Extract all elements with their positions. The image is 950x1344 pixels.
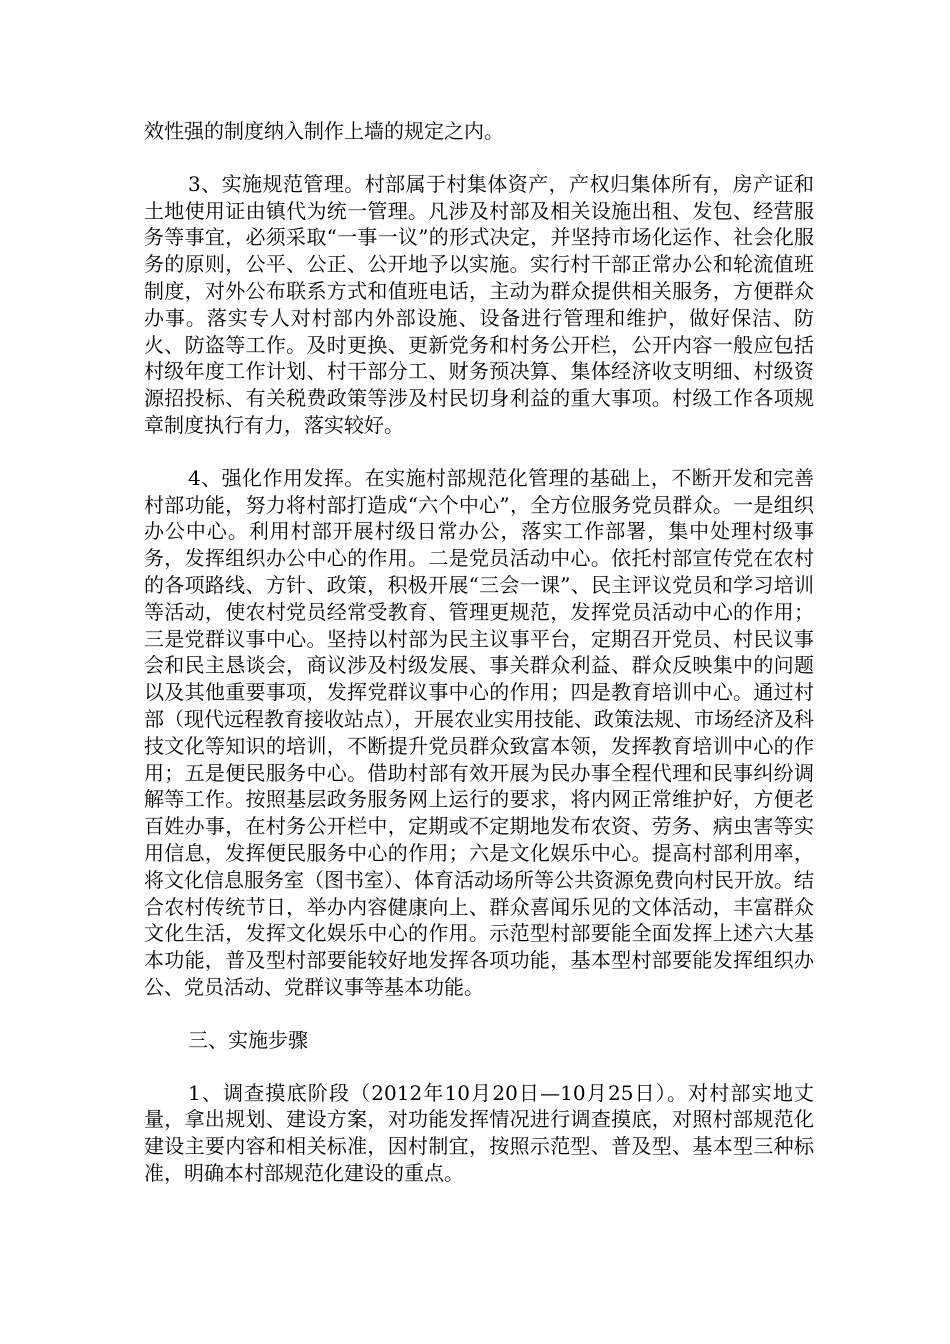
paragraph-function-enhancement: 4、强化作用发挥。在实施村部规范化管理的基础上，不断开发和完善村部功能，努力将村部打造成“六个中心”，全方位服务党员群众。一是组织办公中心。利用村部开展村级日常办公，落实工作部署，集中处理村级事务，发挥组织办公中心的作用。二是党员活动中心。依托村部宣传党在农村的各项路线、方针、政策，积极开展“三会一课”、民主评议党员和学习培训等活动，使农村党员经常受教育、管理更规范，发挥党员活动中心的作用；三是党群议事中心。坚持以村部为民主议事平台，定期召开党员、村民议事会和民主恳谈会，商议涉及村级发展、事关群众利益、群众反映集中的问题以及其他重要事项，发挥党群议事中心的作用；四是教育培训中心。通过村部（现代远程教育接收站点），开展农业实用技能、政策法规、市场经济及科技文化等知识的培训，不断提升党员群众致富本领，发挥教育培训中心的作用；五是便民服务中心。借助村部有效开展为民办事全程代理和民事纠纷调解等工作。按照基层政务服务网上运行的要求，将内网正常维护好，方便老百姓办事，在村务公开栏中，定期或不定期地发布农资、劳务、病虫害等实用信息，发挥便民服务中心的作用；六是文化娱乐中心。提高村部利用率，将文化信息服务室（图书室）、体育活动场所等公共资源免费向村民开放。结合农村传统节日，举办内容健康向上、群众喜闻乐见的文体活动，丰富群众文化生活，发挥文化娱乐中心的作用。示范型村部要能全面发挥上述六大基本功能，普及型村部要能较好地发挥各项功能，基本型村部要能发挥组织办公、党员活动、党群议事等基本功能。	[144, 465, 814, 999]
paragraph-standardized-management: 3、实施规范管理。村部属于村集体资产，产权归集体所有，房产证和土地使用证由镇代为统一管理。凡涉及村部及相关设施出租、发包、经营服务等事宜，必须采取“一事一议”的形式决定，并坚持市场化运作、社会化服务的原则，公平、公正、公开地予以实施。实行村干部正常办公和轮流值班制度，对外公布联系方式和值班电话，主动为群众提供相关服务，方便群众办事。落实专人对村部内外部设施、设备进行管理和维护，做好保洁、防火、防盗等工作。及时更换、更新党务和村务公开栏，公开内容一般应包括村级年度工作计划、村干部分工、财务预决算、集体经济收支明细、村级资源招投标、有关税费政策等涉及村民切身利益的重大事项。村级工作各项规章制度执行有力，落实较好。	[144, 171, 814, 437]
paragraph-continuation: 效性强的制度纳入制作上墙的规定之内。	[144, 119, 504, 143]
document-page	[144, 118, 814, 1187]
paragraph-survey-stage: 1、调查摸底阶段（2012年10月20日—10月25日）。对村部实地丈量，拿出规划、建设方案，对功能发挥情况进行调查摸底，对照村部规范化建设主要内容和相关标准，因村制宜，按照示范型、普及型、基本型三种标准，明确本村部规范化建设的重点。	[144, 1080, 814, 1185]
section-heading-implementation-steps: 三、实施步骤	[188, 1027, 308, 1052]
